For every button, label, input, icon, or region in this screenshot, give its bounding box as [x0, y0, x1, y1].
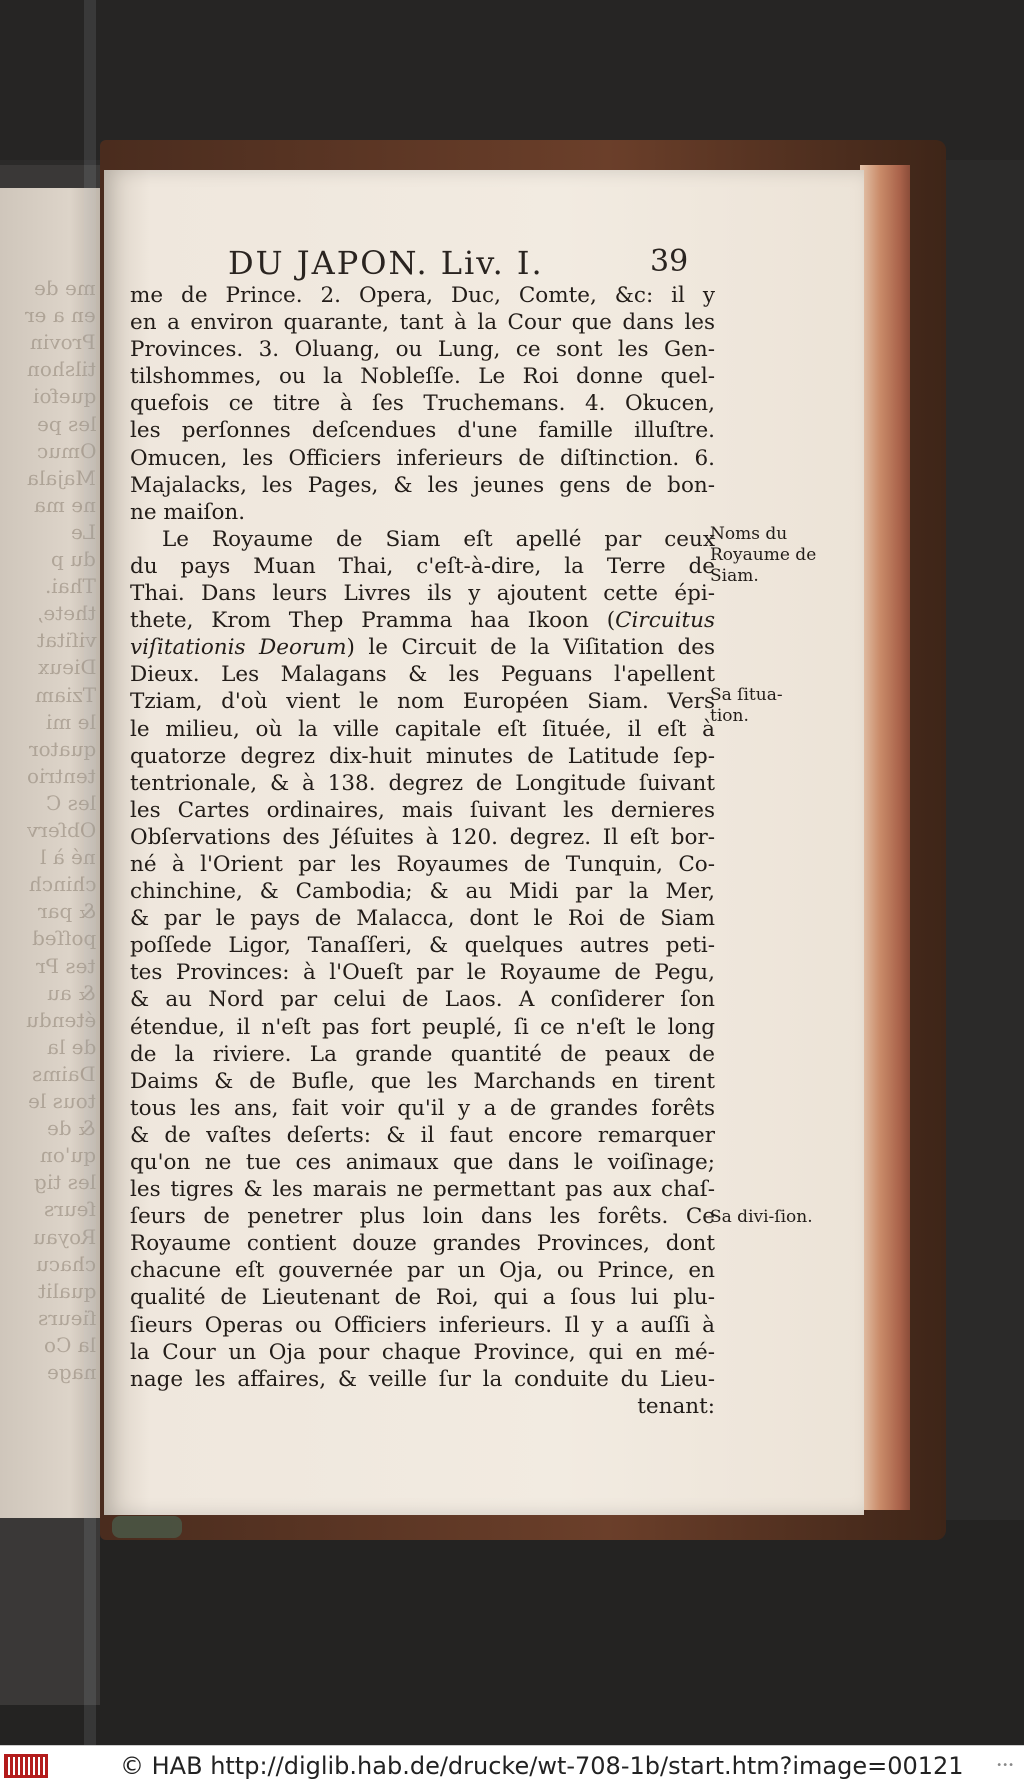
text-line: & au Nord par celui de Laos. A conſiderer ſon: [130, 987, 715, 1013]
left-page-fragment: Majala: [27, 465, 96, 490]
left-page-fragment: viſitat: [36, 628, 96, 653]
left-page-fragment: thete,: [37, 601, 96, 626]
left-page-fragment: les tig: [33, 1170, 96, 1195]
text-line: quatorze degrez dix-huit minutes de Latitude ſep-: [130, 743, 715, 769]
footer-bar: [0, 1745, 1024, 1785]
text-line: tilshommes, ou la Nobleſſe. Le Roi donne quel-: [130, 364, 715, 390]
left-page-fragment: Dieux: [37, 655, 96, 680]
left-page-fragment: tes Pr: [36, 953, 96, 978]
left-page-fragment: ſeurs: [44, 1197, 96, 1222]
text-line: Tziam, d'où vient le nom Européen Siam. Vers: [130, 689, 715, 715]
text-line: qualité de Lieutenant de Roi, qui a ſous lui plu-: [130, 1285, 715, 1311]
text-line: Omucen, les Officiers inferieurs de diſtinction. 6.: [130, 445, 715, 471]
left-page-fragment: étendu: [25, 1007, 96, 1032]
left-page-fragment: tentrio: [27, 763, 96, 788]
text-line: ſieurs Operas ou Officiers inferieurs. Il y a auſſi à: [130, 1312, 715, 1338]
text-line: poſſede Ligor, Tanaſſeri, & quelques autres peti-: [130, 933, 715, 959]
text-line: les Cartes ordinaires, mais ſuivant les dernieres: [130, 797, 715, 823]
text-line: les tigres & les marais ne permettant pas aux chaſ-: [130, 1177, 715, 1203]
running-head: DU JAPON. Liv. I.: [228, 244, 544, 282]
text-line: de la riviere. La grande quantité de peaux de: [130, 1041, 715, 1067]
left-page-fragment: ſieurs: [37, 1305, 96, 1330]
left-page-fragment: les pe: [36, 411, 96, 436]
left-page-fragment: Le: [70, 519, 96, 544]
text-line: quefois ce titre à ſes Truchemans. 4. Okucen,: [130, 391, 715, 417]
left-page-fragment: & par: [37, 899, 96, 924]
footer-more-icon[interactable]: •••: [996, 1760, 1014, 1771]
left-page-fragment: nage: [46, 1360, 96, 1384]
text-line: qu'on ne tue ces animaux que dans le voiſinage;: [130, 1150, 715, 1175]
text-line: Royaume contient douze grandes Provinces, dont: [130, 1231, 715, 1257]
text-line: ſeurs de penetrer plus loin dans les forêts. Ce: [130, 1204, 715, 1230]
text-line: nage les affaires, & veille ſur la conduite du Lieu-: [130, 1366, 715, 1392]
left-page-fragment: & au: [47, 980, 96, 1005]
text-line: & par le pays de Malacca, dont le Roi de Siam: [130, 906, 715, 932]
text-line: ne maiſon.: [130, 499, 246, 525]
left-page-fragment: Omuc: [36, 438, 96, 463]
text-line: Majalacks, les Pages, & les jeunes gens de bon-: [130, 472, 715, 498]
left-page-fragment: de la: [46, 1034, 96, 1059]
text-line: Daims & de Bufle, que les Marchands en tirent: [130, 1068, 715, 1094]
text-line: les perſonnes deſcendues d'une famille illuſtre.: [130, 418, 715, 444]
text-line: Dieux. Les Malagans & les Peguans l'apellent: [130, 662, 715, 688]
footer-source-link[interactable]: © HAB http://diglib.hab.de/drucke/wt-708-1b/start.htm?image=00121: [120, 1752, 964, 1780]
left-page-fragment: & de: [47, 1116, 96, 1141]
left-page-fragment: Provin: [30, 330, 96, 355]
left-page-fragment: en a er: [25, 303, 96, 328]
left-page-fragment: Thai.: [45, 574, 96, 599]
text-line: né à l'Orient par les Royaumes de Tunquin, Co-: [130, 851, 715, 877]
body-text: [130, 282, 715, 1420]
text-line: chacune eſt gouvernée par un Oja, ou Prince, en: [130, 1258, 715, 1284]
text-line: viſitationis Deorum) le Circuit de la Viſitation des: [130, 635, 715, 661]
text-line: Obſervations des Jéſuites à 120. degrez. Il eſt bor-: [130, 824, 715, 850]
text-line: du pays Muan Thai, c'eſt-à-dire, la Terre de: [130, 553, 715, 579]
left-page-fragment: tous le: [28, 1089, 96, 1113]
margin-note-situation: Sa ſitua-tion.: [710, 685, 783, 726]
text-line: chinchine, & Cambodia; & au Midi par la Mer,: [130, 879, 715, 905]
left-page-fragment: quefoi: [32, 384, 96, 409]
backdrop-bottom: [0, 1520, 1024, 1745]
left-page-fragment: la Co: [43, 1332, 96, 1357]
margin-note-noms: Noms du Royaume de Siam.: [710, 524, 817, 586]
text-line: en a environ quarante, tant à la Cour que dans les: [130, 310, 715, 336]
left-page-fragment: poſſed: [31, 926, 96, 951]
text-line: Le Royaume de Siam eſt apellé par ceux: [162, 526, 715, 552]
text-line: thete, Krom Thep Pramma haa Ikoon (Circuitus: [130, 608, 715, 634]
text-line: & de vaſtes deſerts: & il faut encore remarquer: [130, 1122, 715, 1148]
left-page-fragment: Daims: [32, 1061, 96, 1086]
text-line: tentrionale, & à 138. degrez de Longitude ſuivant: [130, 770, 715, 796]
hab-logo-icon: [4, 1754, 48, 1778]
text-line: le milieu, où la ville capitale eſt ſituée, il eſt à: [130, 716, 715, 742]
text-line: Thai. Dans leurs Livres ils y ajoutent cette épi-: [130, 581, 715, 607]
text-line: Provinces. 3. Oluang, ou Lung, ce sont les Gen-: [130, 337, 715, 363]
page-edge: [860, 165, 910, 1510]
left-page-fragment: Tziam: [34, 682, 96, 707]
left-page-fragment: les C: [45, 790, 96, 815]
left-page-fragment: né à l: [40, 845, 96, 870]
text-line: tes Provinces: à l'Oueſt par le Royaume de Pegu,: [130, 960, 715, 986]
left-page-fragment: tilshon: [27, 357, 96, 382]
page-number: 39: [650, 244, 689, 279]
left-page-fragment: Royau: [32, 1224, 96, 1249]
left-page-fragment: qu'on: [39, 1143, 96, 1168]
text-line: me de Prince. 2. Opera, Duc, Comte, &c: il y: [130, 283, 715, 308]
left-page-fragment: Obſerv: [26, 818, 96, 842]
text-line: étendue, il n'eſt pas fort peuplé, ſi ce n'eſt le long: [130, 1014, 715, 1040]
margin-note-division: Sa divi-ſion.: [710, 1207, 813, 1227]
left-page-fragment: quator: [28, 736, 96, 761]
text-line: tenant:: [637, 1393, 715, 1419]
text-line: tous les ans, fait voir qu'il y a de grandes forêts: [130, 1095, 715, 1121]
bookmark-ribbon: [112, 1516, 182, 1538]
text-line: la Cour un Oja pour chaque Province, qui en mé-: [130, 1339, 715, 1365]
left-page-fragment: chinch: [28, 872, 96, 897]
backdrop-top: [0, 0, 1024, 160]
left-page-fragment: me de: [34, 276, 96, 300]
left-page-fragment: ne ma: [34, 492, 96, 517]
left-page-fragment: le mi: [46, 709, 96, 734]
scan-glare: [84, 0, 96, 1745]
left-page-fragment: du p: [51, 547, 96, 571]
left-page-fragment: chacu: [35, 1251, 96, 1276]
left-page-fragment: qualit: [37, 1278, 96, 1303]
